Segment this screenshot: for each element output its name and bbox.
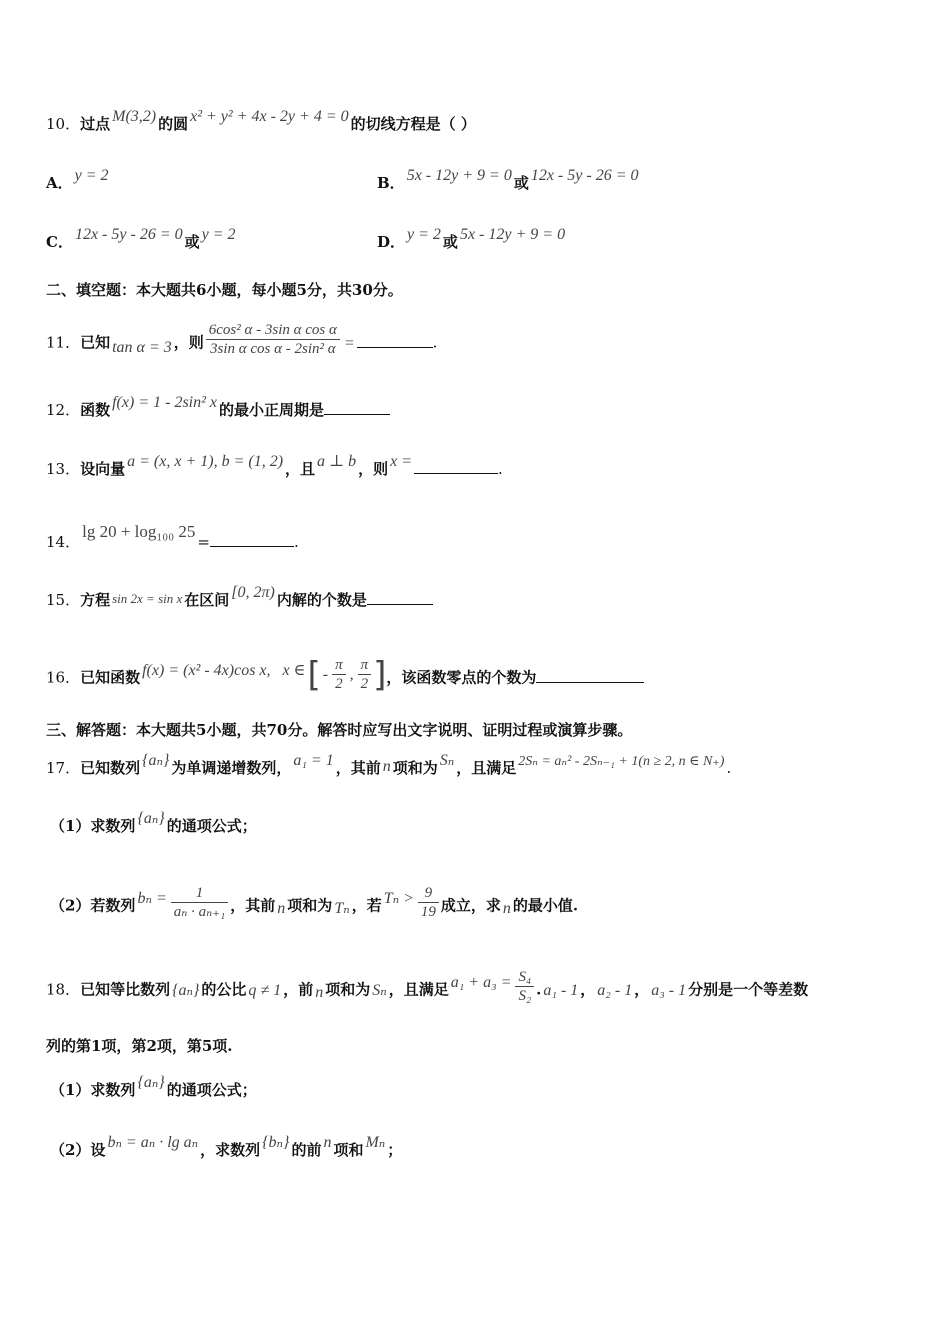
sequence-a: {aₙ} — [142, 752, 170, 769]
fraction-numerator: 9 — [418, 884, 439, 903]
sum-mn: Mₙ — [365, 1134, 386, 1151]
question-16 — [46, 654, 644, 697]
q12-text: 的最小正周期是 — [219, 401, 325, 419]
part-label: （2）设 — [50, 1141, 106, 1159]
q18-text: ，前 — [283, 980, 314, 999]
fraction-denominator: aₙ · aₙ₊₁ — [173, 904, 226, 920]
answer-blank[interactable] — [367, 590, 433, 605]
option-label: B． — [377, 174, 405, 192]
variable-n: n — [315, 983, 324, 1001]
part-text: 的通项公式； — [166, 1081, 257, 1099]
comma: , — [349, 665, 354, 683]
point-m: M(3,2) — [112, 108, 157, 125]
equals-sign: = — [197, 533, 210, 551]
question-10 — [46, 108, 476, 135]
domain-variable: x ∈ — [282, 661, 306, 679]
q17-text: ，其前 — [335, 759, 381, 777]
q18-continuation: 列的第1项，第2项，第5项. — [46, 1037, 233, 1055]
q10-text: 过点 — [80, 115, 111, 133]
part-text: 项和 — [333, 1141, 364, 1159]
answer-blank[interactable] — [536, 668, 644, 683]
sequence-a: {aₙ} — [137, 1074, 165, 1091]
sum-tn: Tₙ — [334, 899, 350, 917]
variable-n: n — [323, 1134, 332, 1151]
part-text: 的通项公式； — [166, 817, 257, 835]
sequence-a: {aₙ} — [137, 810, 165, 827]
q18-text: 的公比 — [201, 980, 247, 999]
equals-sign: = — [343, 334, 355, 352]
option-math: 5x - 12y + 9 = 0 — [406, 167, 512, 184]
threshold-fraction — [418, 884, 439, 921]
option-or: 或 — [442, 233, 458, 251]
period: . — [726, 759, 732, 777]
question-number: 12． — [46, 401, 81, 419]
question-number: 14． — [46, 533, 81, 551]
q18-part-1 — [50, 1074, 257, 1101]
question-number: 16． — [46, 668, 81, 687]
section-heading-fill-in: 二、填空题：本大题共6小题，每小题5分，共30分。 — [46, 281, 403, 299]
q17-text: 项和为 — [392, 759, 438, 777]
q18-text: 项和为 — [325, 980, 371, 999]
part-text: 成立，求 — [440, 896, 501, 915]
fraction-numerator: π — [358, 656, 372, 675]
vector-definition: a = (x, x + 1), b = (1, 2) — [127, 453, 284, 470]
option-math: y = 2 — [407, 226, 441, 243]
option-a[interactable] — [46, 167, 111, 194]
q12-text: 函数 — [80, 401, 111, 419]
question-15 — [46, 584, 433, 611]
option-math: 12x - 5y - 26 = 0 — [74, 226, 183, 243]
fraction-denominator: 2 — [335, 676, 343, 692]
term-1: a₁ - 1 — [543, 981, 579, 999]
option-or: 或 — [513, 174, 529, 192]
fraction-numerator: S₄ — [515, 968, 534, 987]
part-text: 的最小值. — [512, 896, 579, 915]
variable-n: n — [502, 899, 511, 917]
comma: ， — [634, 980, 650, 999]
q18-text: 已知等比数列 — [80, 980, 171, 999]
q15-text: 在区间 — [184, 591, 230, 609]
q18-text: 分别是一个等差数 — [688, 980, 809, 999]
lower-bound-fraction — [332, 656, 346, 693]
question-number: 11． — [46, 333, 81, 352]
option-c[interactable] — [46, 226, 238, 253]
q13-text: ，且 — [285, 460, 316, 478]
x-equals: x = — [390, 453, 412, 470]
answer-blank[interactable] — [324, 400, 390, 415]
ratio-condition: q ≠ 1 — [248, 981, 282, 999]
circle-equation: x² + y² + 4x - 2y + 4 = 0 — [190, 108, 349, 125]
recurrence-condition: 2Sₙ = aₙ² - 2Sₙ₋₁ + 1(n ≥ 2, n ∈ N₊) — [518, 754, 725, 769]
function-expression: f(x) = (x² - 4x)cos x, — [142, 661, 271, 679]
q15-text: 内解的个数是 — [276, 591, 367, 609]
q10-text: 的圆 — [158, 115, 189, 133]
option-label: D． — [377, 233, 406, 251]
answer-blank[interactable] — [357, 333, 433, 348]
question-number: 18． — [46, 980, 81, 999]
question-14 — [46, 522, 299, 552]
part-text: ，若 — [351, 896, 382, 915]
q16-text: 已知函数 — [80, 668, 141, 687]
answer-blank[interactable] — [414, 459, 498, 474]
trig-equation: sin 2x = sin x — [112, 591, 183, 606]
variable-n: n — [382, 758, 391, 775]
question-number: 15． — [46, 591, 81, 609]
bn-definition: bₙ = — [137, 889, 167, 907]
term-2: a₂ - 1 — [597, 981, 633, 999]
period: . — [432, 333, 438, 352]
q17-text: ，且满足 — [456, 759, 517, 777]
log-expression: lg 20 + log₁₀₀ 25 — [82, 522, 196, 541]
option-math: 5x - 12y + 9 = 0 — [459, 226, 566, 243]
q18-part-2 — [50, 1134, 403, 1161]
part-label: （1）求数列 — [50, 817, 136, 835]
q17-text: 为单调递增数列， — [171, 759, 292, 777]
part-text: 项和为 — [287, 896, 333, 915]
fraction-denominator: 19 — [420, 904, 436, 920]
section-heading-solutions: 三、解答题：本大题共5小题，共70分。解答时应写出文字说明、证明过程或演算步骤。 — [46, 721, 633, 739]
q10-text: 的切线方程是（ ） — [350, 115, 476, 133]
option-label: A． — [46, 174, 73, 192]
question-11 — [46, 322, 438, 362]
term-3: a₃ - 1 — [651, 981, 687, 999]
option-math: 12x - 5y - 26 = 0 — [530, 167, 639, 184]
option-d[interactable] — [377, 226, 567, 253]
question-18 — [46, 969, 809, 1009]
q17-text: 已知数列 — [80, 759, 141, 777]
q18-text: ，且满足 — [388, 980, 449, 999]
q11-text: 已知 — [80, 333, 111, 352]
question-17 — [46, 752, 732, 780]
option-math: y = 2 — [74, 167, 109, 184]
part-label: （2）若数列 — [50, 896, 136, 915]
comma: ， — [580, 980, 596, 999]
sum-sn: Sₙ — [439, 752, 455, 769]
condition-lhs: a₁ + a₃ = — [450, 973, 512, 991]
question-number: 13． — [46, 460, 81, 478]
part-label: （1）求数列 — [50, 1081, 136, 1099]
bn-fraction — [171, 884, 229, 921]
period: . — [294, 533, 299, 551]
trig-fraction — [206, 321, 340, 358]
option-label: C． — [46, 233, 73, 251]
option-math: y = 2 — [201, 226, 236, 243]
left-bracket: [ — [307, 654, 321, 695]
option-b[interactable] — [377, 167, 640, 194]
bn-definition: bₙ = aₙ · lg aₙ — [107, 1134, 199, 1151]
option-or: 或 — [184, 233, 200, 251]
q13-text: ，则 — [358, 460, 389, 478]
period: . — [498, 460, 503, 478]
question-12 — [46, 394, 390, 421]
period: . — [536, 980, 542, 999]
q17-part-2 — [50, 885, 579, 925]
part-text: ，求数列 — [200, 1141, 261, 1159]
interval: [0, 2π) — [231, 584, 275, 601]
fraction-denominator: 2 — [360, 676, 369, 692]
fraction-numerator: 1 — [171, 884, 229, 903]
sequence-a: {aₙ} — [172, 981, 200, 999]
tan-condition: tan α = 3 — [112, 338, 172, 356]
q15-text: 方程 — [80, 591, 111, 609]
initial-term: a₁ = 1 — [293, 752, 334, 769]
minus-sign: - — [322, 665, 329, 683]
answer-blank[interactable] — [210, 532, 294, 547]
part-text: 的前 — [291, 1141, 322, 1159]
sum-ratio-fraction — [515, 968, 534, 1005]
inequality: Tₙ > — [383, 889, 414, 907]
q16-text: ，该函数零点的个数为 — [386, 668, 537, 687]
sequence-b: {bₙ} — [262, 1134, 290, 1151]
q17-part-1 — [50, 810, 257, 837]
fraction-numerator: π — [332, 656, 346, 675]
q11-text: ，则 — [173, 333, 204, 352]
fraction-denominator: 3sin α cos α - 2sin² α — [210, 341, 336, 357]
function-expression: f(x) = 1 - 2sin² x — [112, 394, 218, 411]
perpendicular-condition: a ⊥ b — [317, 453, 357, 470]
variable-n: n — [277, 899, 286, 917]
right-bracket: ] — [373, 654, 387, 695]
sum-sn: Sₙ — [372, 981, 387, 999]
q13-text: 设向量 — [80, 460, 126, 478]
question-number: 17． — [46, 759, 81, 777]
question-13 — [46, 453, 503, 480]
fraction-numerator: 6cos² α - 3sin α cos α — [206, 321, 340, 340]
semicolon: ； — [387, 1141, 403, 1159]
fraction-denominator: S₂ — [518, 988, 532, 1004]
question-number: 10． — [46, 115, 81, 133]
part-text: ，其前 — [230, 896, 276, 915]
upper-bound-fraction — [358, 656, 372, 693]
